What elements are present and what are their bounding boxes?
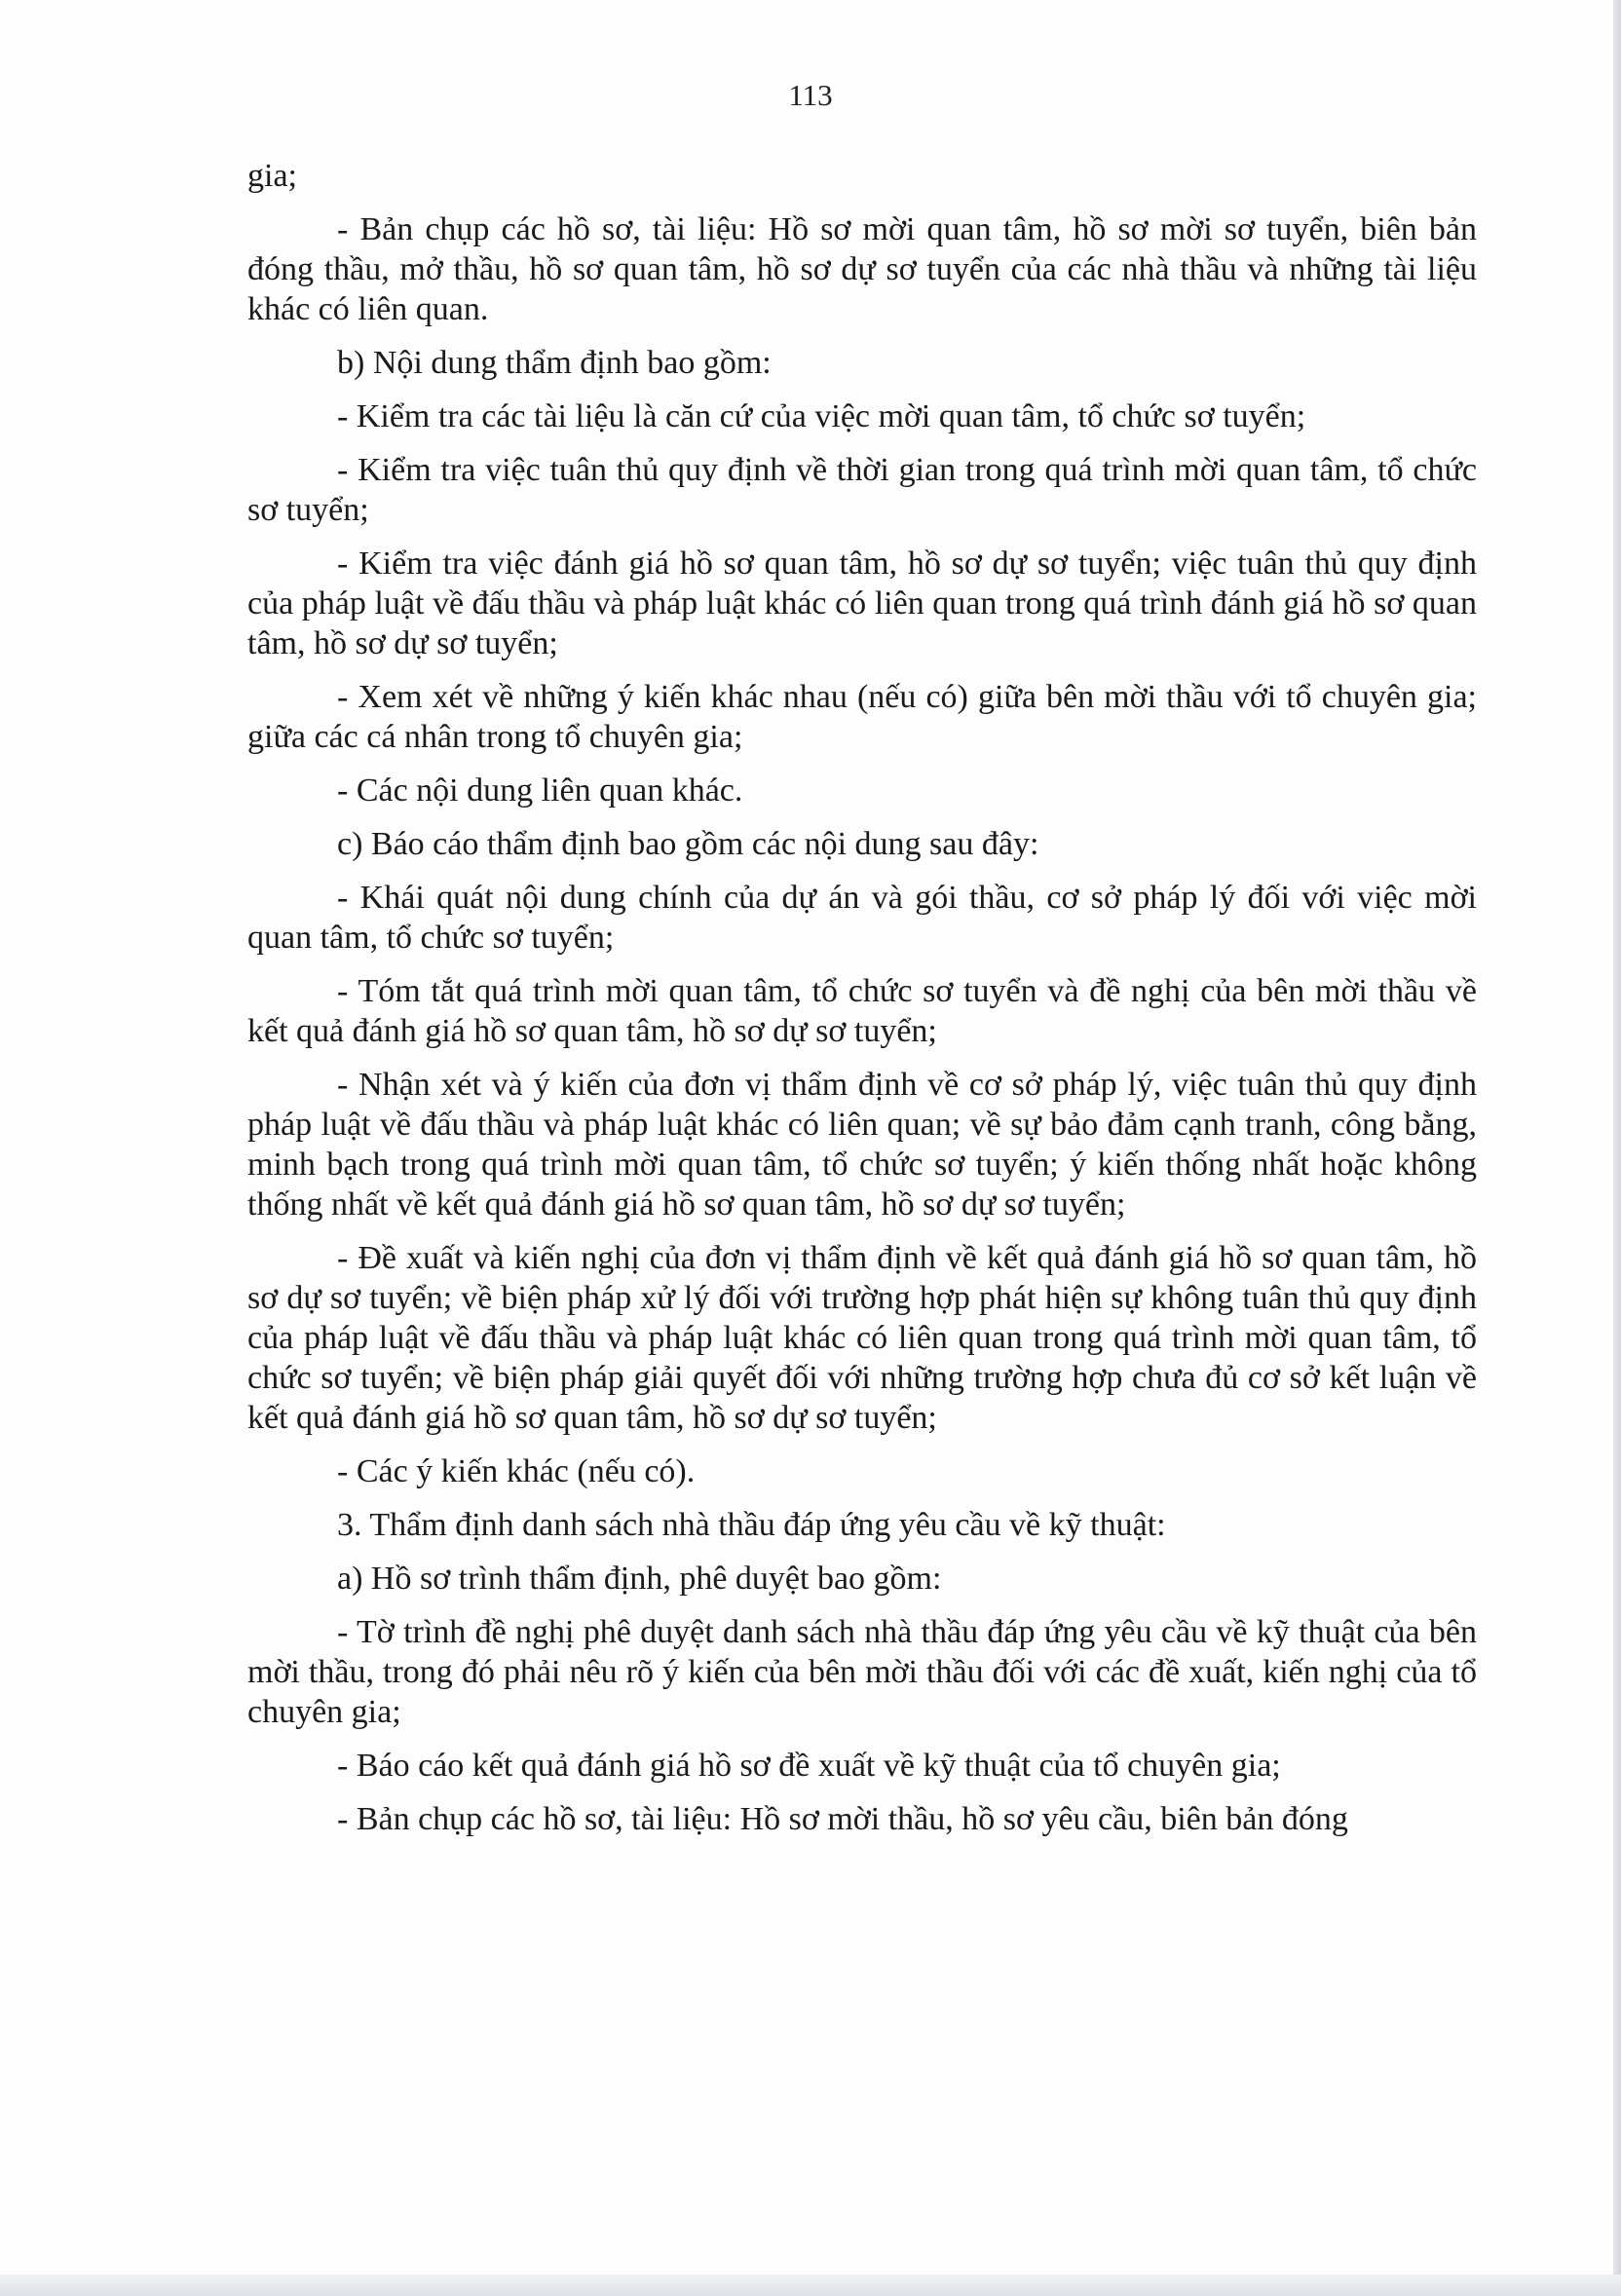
paragraph: - Tờ trình đề nghị phê duyệt danh sách nhà thầu đáp ứng yêu cầu về kỹ thuật của bên mời thầu, trong đó phải nêu rõ ý kiến của bên mời thầu đối với các đề xuất, kiến nghị của tổ chuyên gia; — [247, 1614, 1477, 1730]
paragraph: - Các nội dung liên quan khác. — [337, 772, 743, 809]
paragraph: b) Nội dung thẩm định bao gồm: — [337, 345, 772, 381]
paragraph: c) Báo cáo thẩm định bao gồm các nội dung sau đây: — [337, 826, 1039, 862]
paragraph: - Xem xét về những ý kiến khác nhau (nếu có) giữa bên mời thầu với tổ chuyên gia; giữa các cá nhân trong tổ chuyên gia; — [247, 679, 1477, 755]
paragraph: - Đề xuất và kiến nghị của đơn vị thẩm định về kết quả đánh giá hồ sơ quan tâm, hồ sơ dự sơ tuyển; về biện pháp xử lý đối với trường hợp phát hiện sự không tuân thủ quy định của pháp luật về đấu thầu và pháp luật khác có liên quan trong quá trình mời quan tâm, tổ chức sơ tuyển; về biện pháp giải quyết đối với những trường hợp chưa đủ cơ sở kết luận về kết quả đánh giá hồ sơ quan tâm, hồ sơ dự sơ tuyển; — [247, 1240, 1477, 1436]
scan-right-edge — [1613, 0, 1621, 2296]
paragraph: - Bản chụp các hồ sơ, tài liệu: Hồ sơ mời quan tâm, hồ sơ mời sơ tuyển, biên bản đóng thầu, mở thầu, hồ sơ quan tâm, hồ sơ dự sơ tuyển của các nhà thầu và những tài liệu khác có liên quan. — [247, 211, 1477, 327]
paragraph: a) Hồ sơ trình thẩm định, phê duyệt bao gồm: — [337, 1561, 942, 1597]
scan-bottom-edge — [0, 2275, 1621, 2296]
paragraph: - Bản chụp các hồ sơ, tài liệu: Hồ sơ mời thầu, hồ sơ yêu cầu, biên bản đóng — [337, 1801, 1348, 1837]
paragraph: gia; — [247, 158, 297, 194]
paragraph: - Báo cáo kết quả đánh giá hồ sơ đề xuất về kỹ thuật của tổ chuyên gia; — [337, 1748, 1281, 1784]
document-body — [247, 156, 1477, 1853]
page-number: 113 — [788, 78, 833, 112]
paragraph: - Khái quát nội dung chính của dự án và gói thầu, cơ sở pháp lý đối với việc mời quan tâm, tổ chức sơ tuyển; — [247, 880, 1477, 956]
paragraph: - Nhận xét và ý kiến của đơn vị thẩm định về cơ sở pháp lý, việc tuân thủ quy định pháp luật về đấu thầu và pháp luật khác có liên quan; về sự bảo đảm cạnh tranh, công bằng, minh bạch trong quá trình mời quan tâm, tổ chức sơ tuyển; ý kiến thống nhất hoặc không thống nhất về kết quả đánh giá hồ sơ quan tâm, hồ sơ dự sơ tuyển; — [247, 1067, 1477, 1223]
paragraph: - Kiểm tra việc đánh giá hồ sơ quan tâm, hồ sơ dự sơ tuyển; việc tuân thủ quy định của pháp luật về đấu thầu và pháp luật khác có liên quan trong quá trình đánh giá hồ sơ quan tâm, hồ sơ dự sơ tuyển; — [247, 546, 1477, 661]
paragraph: - Tóm tắt quá trình mời quan tâm, tổ chức sơ tuyển và đề nghị của bên mời thầu về kết quả đánh giá hồ sơ quan tâm, hồ sơ dự sơ tuyển; — [247, 973, 1477, 1049]
paragraph: - Kiểm tra các tài liệu là căn cứ của việc mời quan tâm, tổ chức sơ tuyển; — [337, 398, 1306, 434]
paragraph: - Các ý kiến khác (nếu có). — [337, 1453, 696, 1489]
paragraph: - Kiểm tra việc tuân thủ quy định về thời gian trong quá trình mời quan tâm, tổ chức sơ tuyển; — [247, 452, 1477, 528]
paragraph: 3. Thẩm định danh sách nhà thầu đáp ứng yêu cầu về kỹ thuật: — [337, 1507, 1166, 1543]
